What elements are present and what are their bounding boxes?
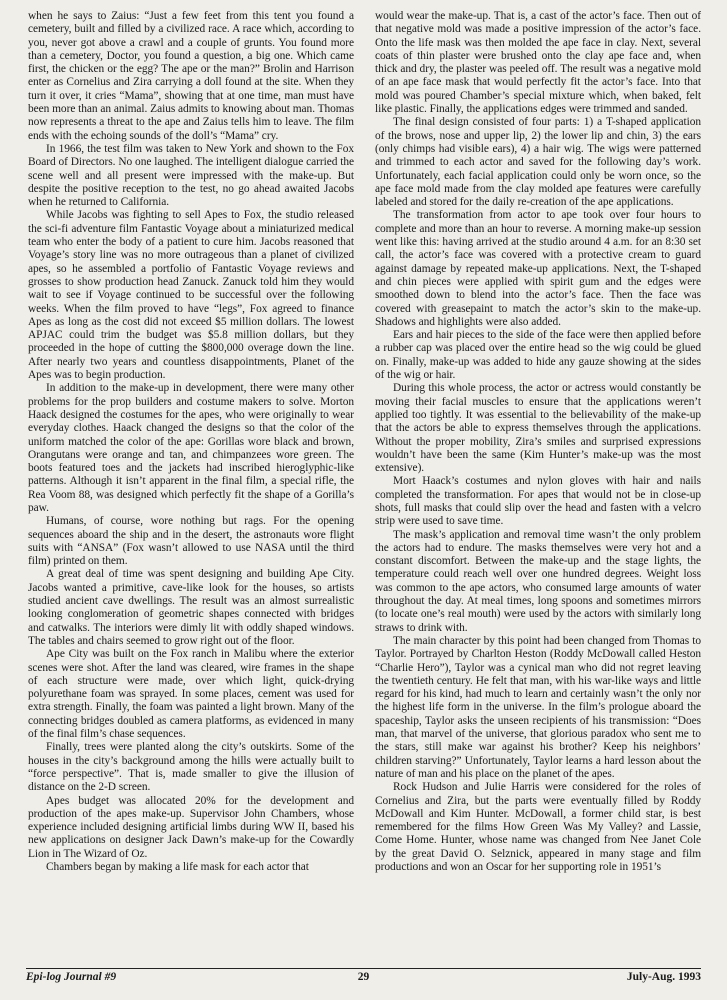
paragraph: Mort Haack’s costumes and nylon gloves with hair and nails completed the transformation. For apes that would not be in close-up shots, full masks that could slip over the head and fasten with a velcro strip were used to save time. xyxy=(375,475,701,528)
paragraph: Ape City was built on the Fox ranch in Malibu where the exterior scenes were shot. After the land was cleared, wire frames in the shape of each structure were made, over which light, quick-drying polyurethane foam was sprayed. In some places, cement was used for extra strength. Finally, the foam was painted a light brown. Many of the connecting bridges doubled as camera platforms, as evidenced in many of the final film’s chase sequences. xyxy=(28,648,354,741)
paragraph: Ears and hair pieces to the side of the face were then applied before a rubber cap was placed over the entire head so the wig could be glued on. Finally, make-up was added to hide any gauze showing at the sides of the wig or hair. xyxy=(375,329,701,382)
paragraph: would wear the make-up. That is, a cast of the actor’s face. Then out of that negative mold was made a positive impression of the actor’s face. Onto the life mask was then molded the ape face in clay. Next, several coats of thin plaster were brushed onto the clay ape face and, when thick and dry, the plaster was peeled off. The result was a negative mold of an ape face mask that would perfectly fit the actor’s face. Into that mold was poured Chamber’s special mixture which, when baked, felt like plastic. Finally, the applications edges were trimmed and sanded. xyxy=(375,10,701,116)
paragraph: Rock Hudson and Julie Harris were considered for the roles of Cornelius and Zira, but the parts were eventually filled by Roddy McDowall and Kim Hunter. McDowall, a former child star, is best remembered for the films How Green Was My Valley? and Lassie, Come Home. Hunter, whose name was changed from Nee Janet Cole by the great David O. Selznick, appeared in many stage and film productions and won an Oscar for her supporting role in 1951’s xyxy=(375,781,701,873)
column-left xyxy=(28,10,354,964)
paragraph: While Jacobs was fighting to sell Apes to Fox, the studio released the sci-fi adventure film Fantastic Voyage about a miniaturized medical team who enter the body of a patient to cure him. Jacobs reasoned that Voyage’s story line was no more outrageous than a planet of civilized apes, so he assembled a portfolio of Fantastic Voyage reviews and grosses to show production head Zanuck. Zanuck told him they would wait to see if Voyage continued to be successful over the following weeks. When the film proved to have “legs”, Fox agreed to finance Apes as long as the cost did not exceed $5 million dollars. The lowest APJAC could trim the budget was $5.8 million dollars, but they proceeded in the hope of cutting the $800,000 overage down the line. After nearly two years and countless disappointments, Planet of the Apes was to begin production. xyxy=(28,209,354,382)
paragraph: A great deal of time was spent designing and building Ape City. Jacobs wanted a primitive, cave-like look for the houses, so artists studied ancient cave dwellings. The result was an almost surrealistic looking conglomeration of geometric shapes connected with bridges and catwalks. The interiors were dimly lit with oddly shaped windows. The tables and chairs seemed to grow right out of the floor. xyxy=(28,568,354,647)
paragraph: In addition to the make-up in development, there were many other problems for the prop builders and costume makers to solve. Morton Haack designed the costumes for the apes, who were originally to wear everyday clothes. Haack changed the designs so that the color of the uniform matched the color of the ape: Gorillas wore black and brown, Orangutans were orange and tan, and chimpanzees wore green. The boots featured toes and the jackets had inscribed hieroglyphic-like patterns. Although it isn’t apparent in the final film, a special rifle, the Rea Voom 88, was designed which perfectly fit the shape of a Gorilla’s paw. xyxy=(28,382,354,514)
article-body xyxy=(28,10,701,964)
paragraph: Finally, trees were planted along the city’s outskirts. Some of the houses in the city’s background among the hills were actually built to “force perspective”. That is, made smaller to give the illusion of distance on the 2-D screen. xyxy=(28,741,354,794)
paragraph: when he says to Zaius: “Just a few feet from this tent you found a cemetery, built and filled by a civilized race. A race which, according to you, never got above a crawl and a couple of grunts. You found more than a cemetery, Doctor, you found a question, a big one. Which came first, the chicken or the egg? The ape or the man?” Brolin and Harrison enter as Cornelius and Zira carrying a doll found at the site. When they turn it over, it cries “Mama”, showing that at one time, man must have been more than an animal. Zaius admits to knowing about man. Thomas now represents a threat to the ape and Zaius tells him to leave. The film ends with the echoing sounds of the doll’s “Mama” cry. xyxy=(28,10,354,142)
column-right xyxy=(375,10,701,964)
paragraph: During this whole process, the actor or actress would constantly be moving their facial muscles to ensure that the applications weren’t applied too tightly. It was essential to the believability of the make-up that the actors be able to express themselves through the applications. Without the proper mobility, Zira’s smiles and surprised expressions wouldn’t have been the same (Kim Hunter’s make-up was the most extensive). xyxy=(375,382,701,475)
paragraph: Apes budget was allocated 20% for the development and production of the apes make-up. Supervisor John Chambers, whose experience included designing artificial limbs during WW II, based his new applications on designer Jack Dawn’s make-up for the Cowardly Lion in The Wizard of Oz. xyxy=(28,794,354,860)
issue-date: July-Aug. 1993 xyxy=(626,971,701,983)
page-footer xyxy=(26,968,701,983)
page-number: 29 xyxy=(357,971,370,983)
publication-name: Epi-log Journal #9 xyxy=(26,971,117,983)
paragraph: In 1966, the test film was taken to New York and shown to the Fox Board of Directors. No one laughed. The intelligent dialogue carried the scene well and all present were impressed with the make-up. But despite the positive reception to the test, no go ahead awaited Jacobs when he returned to California. xyxy=(28,142,354,209)
paragraph: The final design consisted of four parts: 1) a T-shaped application of the brows, nose and upper lip, 2) the lower lip and chin, 3) the ears (only chimps had visible ears), 4) a hair wig. The wigs were patterned and trimmed to each actor and saved for the following day’s work. Unfortunately, each facial application could only be worn once, so the ape face mold made from the clay molded ape features were carefully labeled and stored for the daily re-creation of the ape applications. xyxy=(375,116,701,209)
paragraph: The main character by this point had been changed from Thomas to Taylor. Portrayed by Charlton Heston (Roddy McDowall called Heston “Charlie Hero”), Taylor was a cynical man who did not regret leaving the twentieth century. He felt that man, with his war-like ways and little regard for his kind, had much to learn and certainly wasn’t the only nor the highest life form in the universe. In the film’s prologue aboard the spaceship, Taylor asks the unseen recipients of his transmission: “Does man, that marvel of the universe, that glorious paradox who sent me to the stars, still make war against his brother? Keep his neighbors’ children starving?” Unfortunately, Taylor learns a hard lesson about the nature of man and his place on the planet of the apes. xyxy=(375,634,701,780)
paragraph: Humans, of course, wore nothing but rags. For the opening sequences aboard the ship and in the desert, the astronauts wore flight suits with “ANSA” (Fox wasn’t allowed to use NASA until the third film) printed on them. xyxy=(28,515,354,568)
paragraph: The mask’s application and removal time wasn’t the only problem the actors had to endure. The masks themselves were very hot and a constant discomfort. Between the make-up and the stage lights, the temperature could reach well over one hundred degrees. Weight loss was common to the ape actors, who consumed large amounts of water throughout the day. At meal times, long spoons and sometimes mirrors (to locate one’s real mouth) were used by the actors with similarly long straws to drink with. xyxy=(375,528,701,634)
paragraph: The transformation from actor to ape took over four hours to complete and more than an hour to reverse. A morning make-up session went like this: having arrived at the studio around 4 a.m. for an 8:30 set call, the actor’s face was covered with a protective cream to guard against damage by repeated make-up applications. Next, the T-shaped and chin pieces were applied with spirit gum and the edges were smoothed down to blend into the actor’s face. Then the face was covered with greasepaint to match the actor’s skin to the make-up. Shadows and highlights were also added. xyxy=(375,209,701,328)
paragraph: Chambers began by making a life mask for each actor that xyxy=(46,861,309,873)
